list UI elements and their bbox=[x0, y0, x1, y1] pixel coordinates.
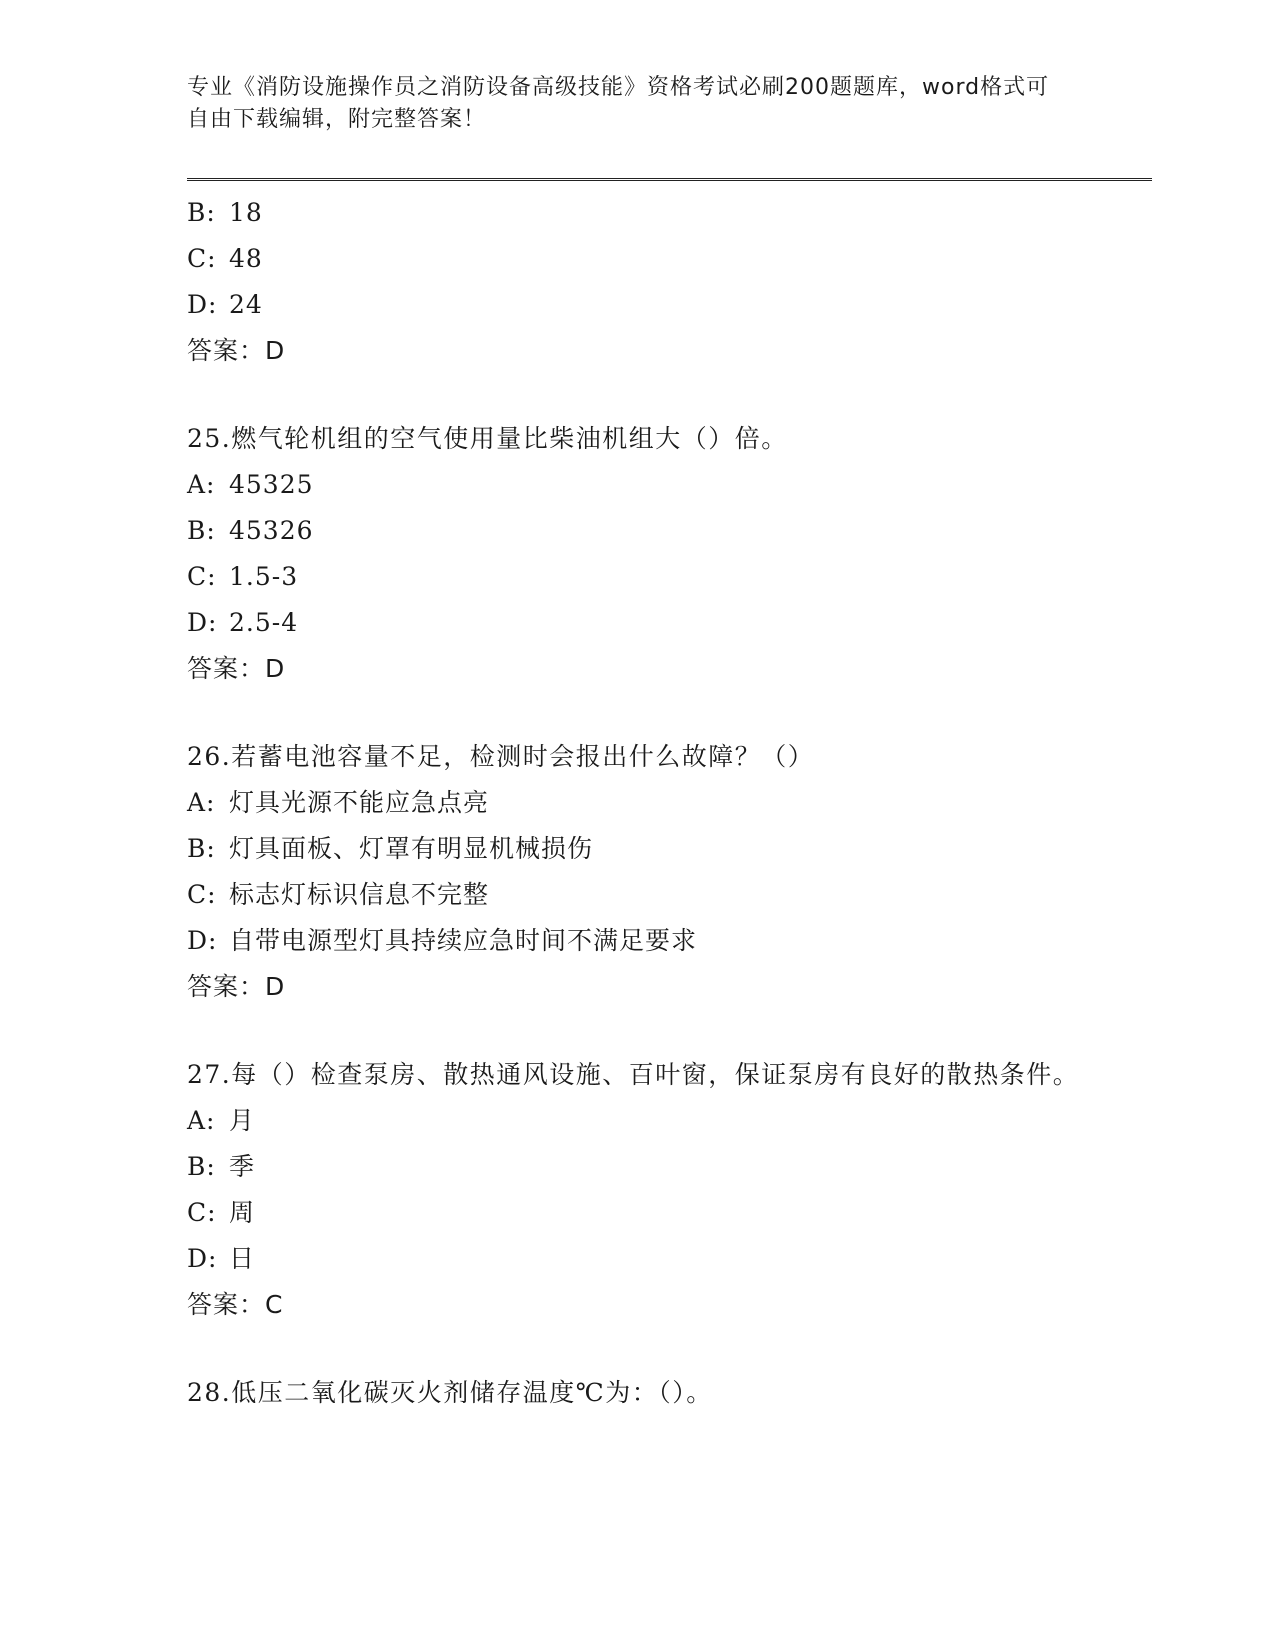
question-list bbox=[187, 190, 1087, 1416]
option-d: D: 2.5-4 bbox=[187, 608, 299, 637]
partial-question bbox=[187, 190, 1087, 374]
question-28 bbox=[187, 1370, 1087, 1416]
option-b: B: 灯具面板、灯罩有明显机械损伤 bbox=[187, 834, 594, 863]
option-c: C: 标志灯标识信息不完整 bbox=[187, 880, 490, 909]
option-b: B: 季 bbox=[187, 1152, 256, 1181]
question-stem: 26.若蓄电池容量不足，检测时会报出什么故障？（） bbox=[187, 742, 815, 771]
answer-text: 答案：D bbox=[187, 972, 286, 1001]
question-stem: 28.低压二氧化碳灭火剂储存温度℃为：（）。 bbox=[187, 1378, 713, 1407]
header-divider bbox=[187, 178, 1152, 181]
answer-text: 答案：D bbox=[187, 336, 286, 365]
question-25 bbox=[187, 416, 1087, 692]
option-a: A: 45325 bbox=[187, 470, 314, 499]
question-stem: 25.燃气轮机组的空气使用量比柴油机组大（）倍。 bbox=[187, 424, 788, 453]
option-c: C: 周 bbox=[187, 1198, 256, 1227]
spacer bbox=[187, 374, 1087, 416]
option-b: B: 45326 bbox=[187, 516, 314, 545]
spacer bbox=[187, 1010, 1087, 1052]
spacer bbox=[187, 1328, 1087, 1370]
question-27 bbox=[187, 1052, 1087, 1328]
answer-text: 答案：D bbox=[187, 654, 286, 683]
option-d: D: 自带电源型灯具持续应急时间不满足要求 bbox=[187, 926, 698, 955]
spacer bbox=[187, 692, 1087, 734]
option-c: C: 48 bbox=[187, 244, 263, 273]
option-a: A: 灯具光源不能应急点亮 bbox=[187, 788, 490, 817]
question-stem: 27.每（）检查泵房、散热通风设施、百叶窗，保证泵房有良好的散热条件。 bbox=[187, 1060, 1080, 1089]
answer-text: 答案：C bbox=[187, 1290, 284, 1319]
option-c: C: 1.5-3 bbox=[187, 562, 299, 591]
option-d: D: 日 bbox=[187, 1244, 256, 1273]
option-b: B: 18 bbox=[187, 198, 263, 227]
option-d: D: 24 bbox=[187, 290, 263, 319]
option-a: A: 月 bbox=[187, 1106, 256, 1135]
document-header-title: 专业《消防设施操作员之消防设备高级技能》资格考试必刷200题题库，word格式可自由下载编辑，附完整答案！ bbox=[187, 75, 1050, 132]
question-26 bbox=[187, 734, 1087, 1010]
